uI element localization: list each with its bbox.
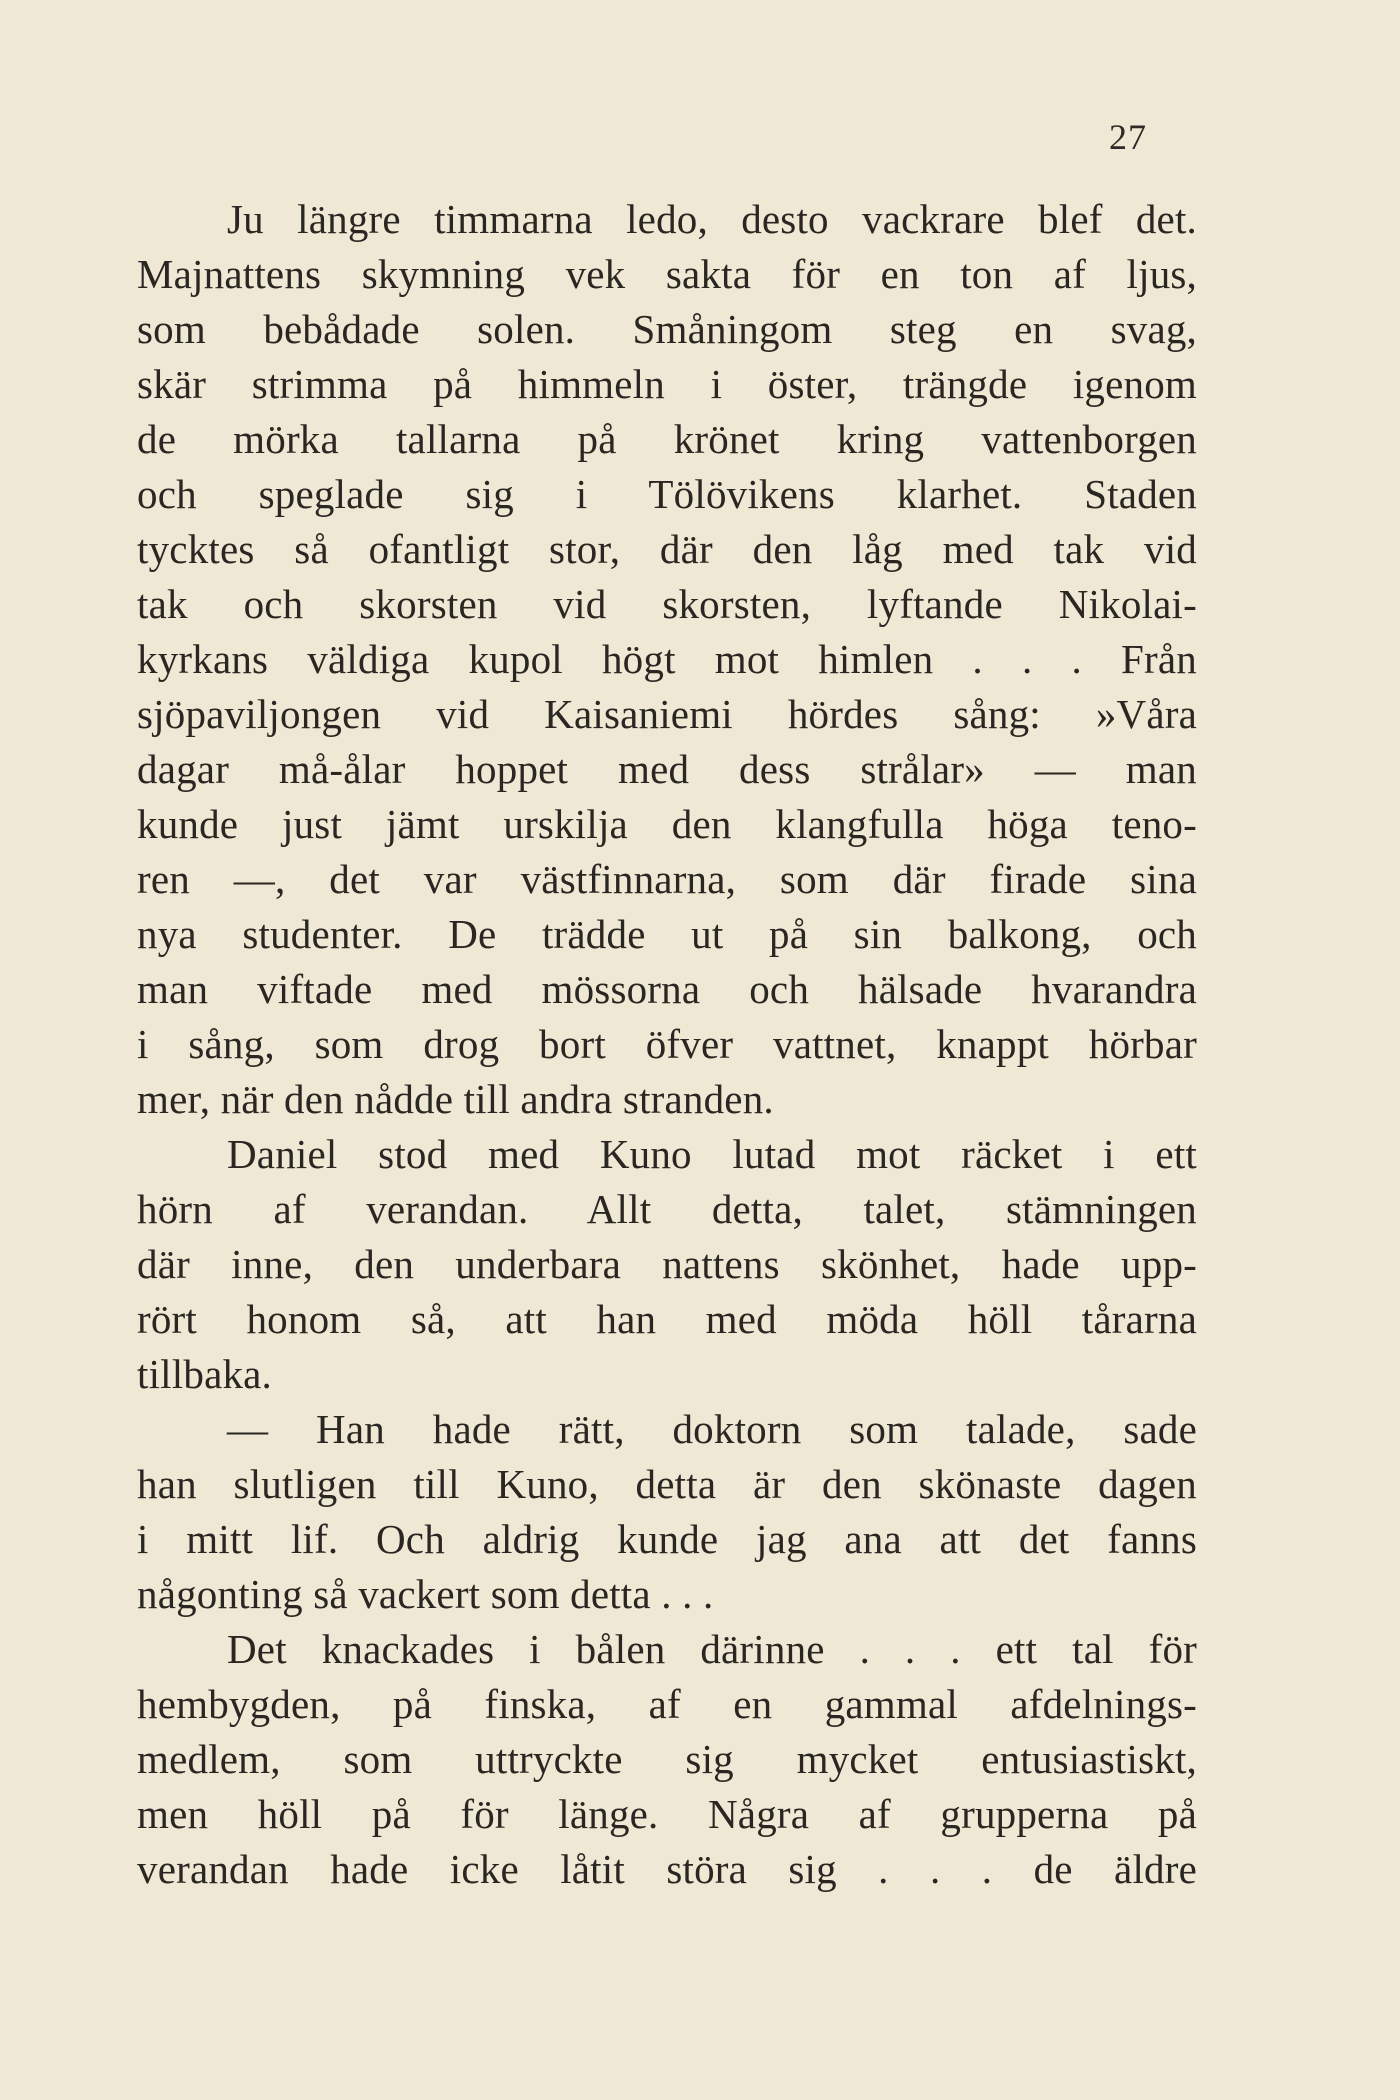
text-line: och speglade sig i Tölövikens klarhet. Staden [137, 471, 1197, 517]
text-line: nya studenter. De trädde ut på sin balkong, och [137, 911, 1197, 957]
text-line: ren —, det var västfinnarna, som där firade sina [137, 856, 1197, 902]
text-line: man viftade med mössorna och hälsade hvarandra [137, 966, 1197, 1012]
text-line: skär strimma på himmeln i öster, trängde igenom [137, 361, 1197, 407]
text-line: tak och skorsten vid skorsten, lyftande Nikolai- [137, 581, 1197, 627]
text-line: där inne, den underbara nattens skönhet, hade upp- [137, 1241, 1197, 1287]
text-line: dagar må-ålar hoppet med dess strålar» — man [137, 746, 1197, 792]
text-line: någonting så vackert som detta . . . [137, 1571, 714, 1617]
text-line: han slutligen till Kuno, detta är den skönaste dagen [137, 1461, 1197, 1507]
text-line: i mitt lif. Och aldrig kunde jag ana att det fanns [137, 1516, 1197, 1562]
text-line: de mörka tallarna på krönet kring vattenborgen [137, 416, 1197, 462]
text-line: men höll på för länge. Några af grupperna på [137, 1791, 1197, 1837]
text-line: medlem, som uttryckte sig mycket entusiastiskt, [137, 1736, 1197, 1782]
text-line: hembygden, på finska, af en gammal afdelnings- [137, 1681, 1197, 1727]
text-line: sjöpaviljongen vid Kaisaniemi hördes sång: »Våra [137, 691, 1197, 737]
text-line: mer, när den nådde till andra stranden. [137, 1076, 774, 1122]
text-line: kunde just jämt urskilja den klangfulla höga teno- [137, 801, 1197, 847]
text-line: Ju längre timmarna ledo, desto vackrare blef det. [227, 196, 1197, 242]
text-line: Daniel stod med Kuno lutad mot räcket i ett [227, 1131, 1197, 1177]
text-line: — Han hade rätt, doktorn som talade, sade [227, 1406, 1197, 1452]
text-line: i sång, som drog bort öfver vattnet, knappt hörbar [137, 1021, 1197, 1067]
text-line: verandan hade icke låtit störa sig . . . de äldre [137, 1846, 1197, 1892]
text-line: hörn af verandan. Allt detta, talet, stämningen [137, 1186, 1197, 1232]
text-line: Det knackades i bålen därinne . . . ett tal för [227, 1626, 1197, 1672]
text-line: Majnattens skymning vek sakta för en ton af ljus, [137, 251, 1197, 297]
text-line: rört honom så, att han med möda höll tårarna [137, 1296, 1197, 1342]
text-line: kyrkans väldiga kupol högt mot himlen . . . Från [137, 636, 1197, 682]
page-number: 27 [1109, 117, 1147, 157]
text-line: tycktes så ofantligt stor, där den låg med tak vid [137, 526, 1197, 572]
body-text [137, 192, 1197, 1897]
text-line: tillbaka. [137, 1351, 273, 1397]
text-line: som bebådade solen. Småningom steg en svag, [137, 306, 1197, 352]
